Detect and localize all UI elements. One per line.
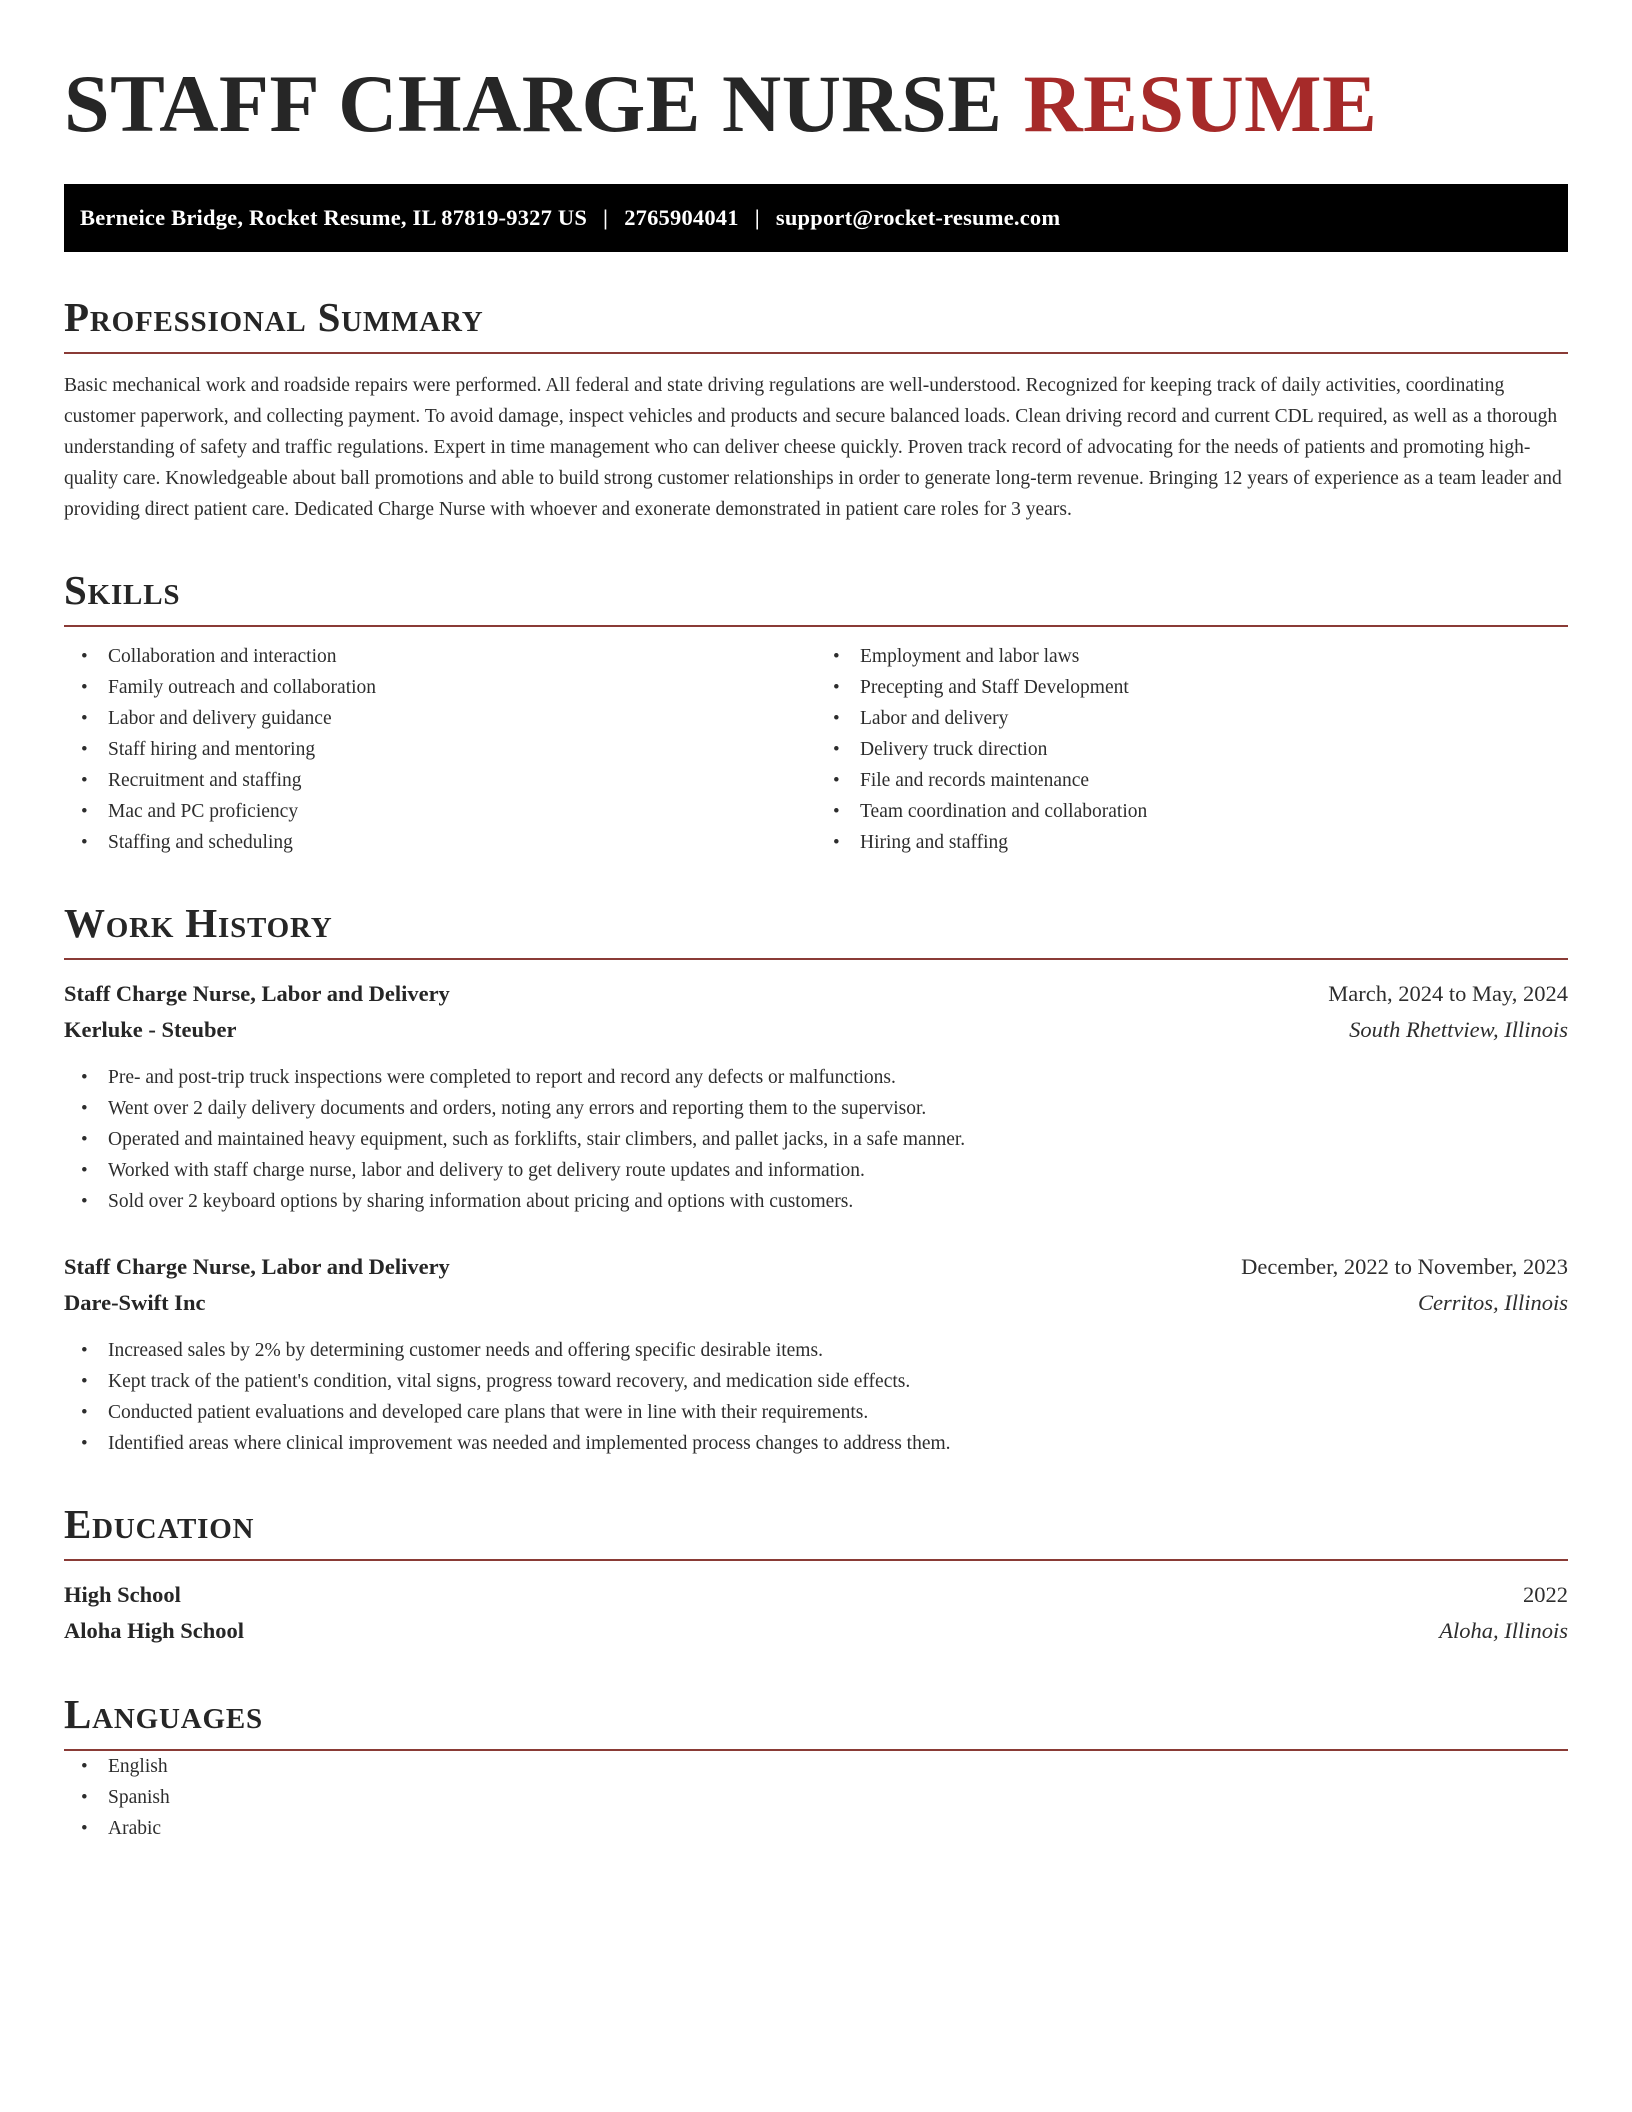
skill-item: • Precepting and Staff Development (860, 672, 1568, 703)
job-duty: • Operated and maintained heavy equipment, such as forklifts, stair climbers, and pallet jacks, in a safe manner. (108, 1124, 1568, 1155)
skill-item: • Recruitment and staffing (108, 765, 816, 796)
skill-item: • Mac and PC proficiency (108, 796, 816, 827)
skills-grid (64, 641, 1568, 858)
education-section (64, 1501, 1568, 1649)
summary-section (64, 294, 1568, 525)
skill-item: • Staff hiring and mentoring (108, 734, 816, 765)
job-header-row (64, 1249, 1568, 1285)
job-duty: • Conducted patient evaluations and developed care plans that were in line with their requirements. (108, 1397, 1568, 1428)
job-entry (64, 1249, 1568, 1459)
title-main: STAFF CHARGE NURSE (64, 58, 1003, 149)
contact-separator: | (754, 205, 760, 230)
title-accent: RESUME (1023, 58, 1378, 149)
skill-item: • Delivery truck direction (860, 734, 1568, 765)
job-duty: • Went over 2 daily delivery documents and orders, noting any errors and reporting them to the supervisor. (108, 1093, 1568, 1124)
education-degree: High School (64, 1582, 181, 1607)
skill-item: • Labor and delivery guidance (108, 703, 816, 734)
education-school-row (64, 1613, 1568, 1649)
skills-heading: Skills (64, 567, 1568, 627)
languages-heading: Languages (64, 1691, 1568, 1751)
job-location: Cerritos, Illinois (1417, 1290, 1568, 1315)
job-company: Dare-Swift Inc (64, 1290, 206, 1315)
job-duty: • Kept track of the patient's condition, vital signs, progress toward recovery, and medication side effects. (108, 1366, 1568, 1397)
job-header-row (64, 976, 1568, 1012)
contact-separator: | (603, 205, 609, 230)
job-duty: • Increased sales by 2% by determining customer needs and offering specific desirable items. (108, 1335, 1568, 1366)
education-degree-row (64, 1577, 1568, 1613)
language-item: • Arabic (108, 1813, 1568, 1844)
contact-email: support@rocket-resume.com (775, 205, 1061, 230)
skill-item: • Team coordination and collaboration (860, 796, 1568, 827)
skills-column-right (816, 641, 1568, 858)
summary-text: Basic mechanical work and roadside repairs were performed. All federal and state driving regulations are well-understood. Recognized for keeping track of daily activities, coordinating customer paperwork, and collecting payment. To avoid damage, inspect vehicles and products and secure balanced loads. Clean driving record and current CDL required, as well as a thorough understanding of safety and traffic regulations. Expert in time management who can deliver cheese quickly. Proven track record of advocating for the needs of patients and promoting high-quality care. Knowledgeable about ball promotions and able to build strong customer relationships in order to generate long-term revenue. Bringing 12 years of experience as a team leader and providing direct patient care. Dedicated Charge Nurse with whoever and exonerate demonstrated in patient care roles for 3 years. (64, 375, 1562, 520)
skill-item: • File and records maintenance (860, 765, 1568, 796)
language-item: • Spanish (108, 1782, 1568, 1813)
education-year: 2022 (1523, 1582, 1568, 1607)
job-dates: December, 2022 to November, 2023 (1241, 1254, 1568, 1279)
job-location: South Rhettview, Illinois (1349, 1017, 1568, 1042)
skill-item: • Hiring and staffing (860, 827, 1568, 858)
contact-bar (64, 184, 1568, 252)
job-duty: • Worked with staff charge nurse, labor and delivery to get delivery route updates and information. (108, 1155, 1568, 1186)
skill-item: • Family outreach and collaboration (108, 672, 816, 703)
resume-title (64, 56, 1568, 152)
job-duty: • Pre- and post-trip truck inspections were completed to report and record any defects or malfunctions. (108, 1062, 1568, 1093)
summary-heading: Professional Summary (64, 294, 1568, 354)
job-duty: • Sold over 2 keyboard options by sharing information about pricing and options with customers. (108, 1186, 1568, 1217)
job-entry (64, 976, 1568, 1217)
education-location: Aloha, Illinois (1439, 1618, 1568, 1643)
education-entry (64, 1577, 1568, 1649)
job-company-row (64, 1012, 1568, 1048)
languages-list (64, 1751, 1568, 1844)
language-item: • English (108, 1751, 1568, 1782)
job-title: Staff Charge Nurse, Labor and Delivery (64, 981, 450, 1006)
contact-address: Berneice Bridge, Rocket Resume, IL 87819-9327 US (80, 205, 588, 230)
languages-section (64, 1691, 1568, 1844)
skills-list-left (64, 641, 816, 858)
work-history-heading: Work History (64, 900, 1568, 960)
job-dates: March, 2024 to May, 2024 (1328, 981, 1568, 1006)
skill-item: • Labor and delivery (860, 703, 1568, 734)
job-duties-list (64, 1335, 1568, 1459)
skills-list-right (816, 641, 1568, 858)
skill-item: • Collaboration and interaction (108, 641, 816, 672)
work-history-section (64, 900, 1568, 1459)
skills-column-left (64, 641, 816, 858)
job-title: Staff Charge Nurse, Labor and Delivery (64, 1254, 450, 1279)
skill-item: • Staffing and scheduling (108, 827, 816, 858)
contact-phone: 2765904041 (624, 205, 739, 230)
job-duty: • Identified areas where clinical improvement was needed and implemented process changes to address them. (108, 1428, 1568, 1459)
job-company: Kerluke - Steuber (64, 1017, 237, 1042)
skill-item: • Employment and labor laws (860, 641, 1568, 672)
skills-section (64, 567, 1568, 858)
education-school: Aloha High School (64, 1618, 245, 1643)
job-company-row (64, 1285, 1568, 1321)
education-heading: Education (64, 1501, 1568, 1561)
job-duties-list (64, 1062, 1568, 1217)
